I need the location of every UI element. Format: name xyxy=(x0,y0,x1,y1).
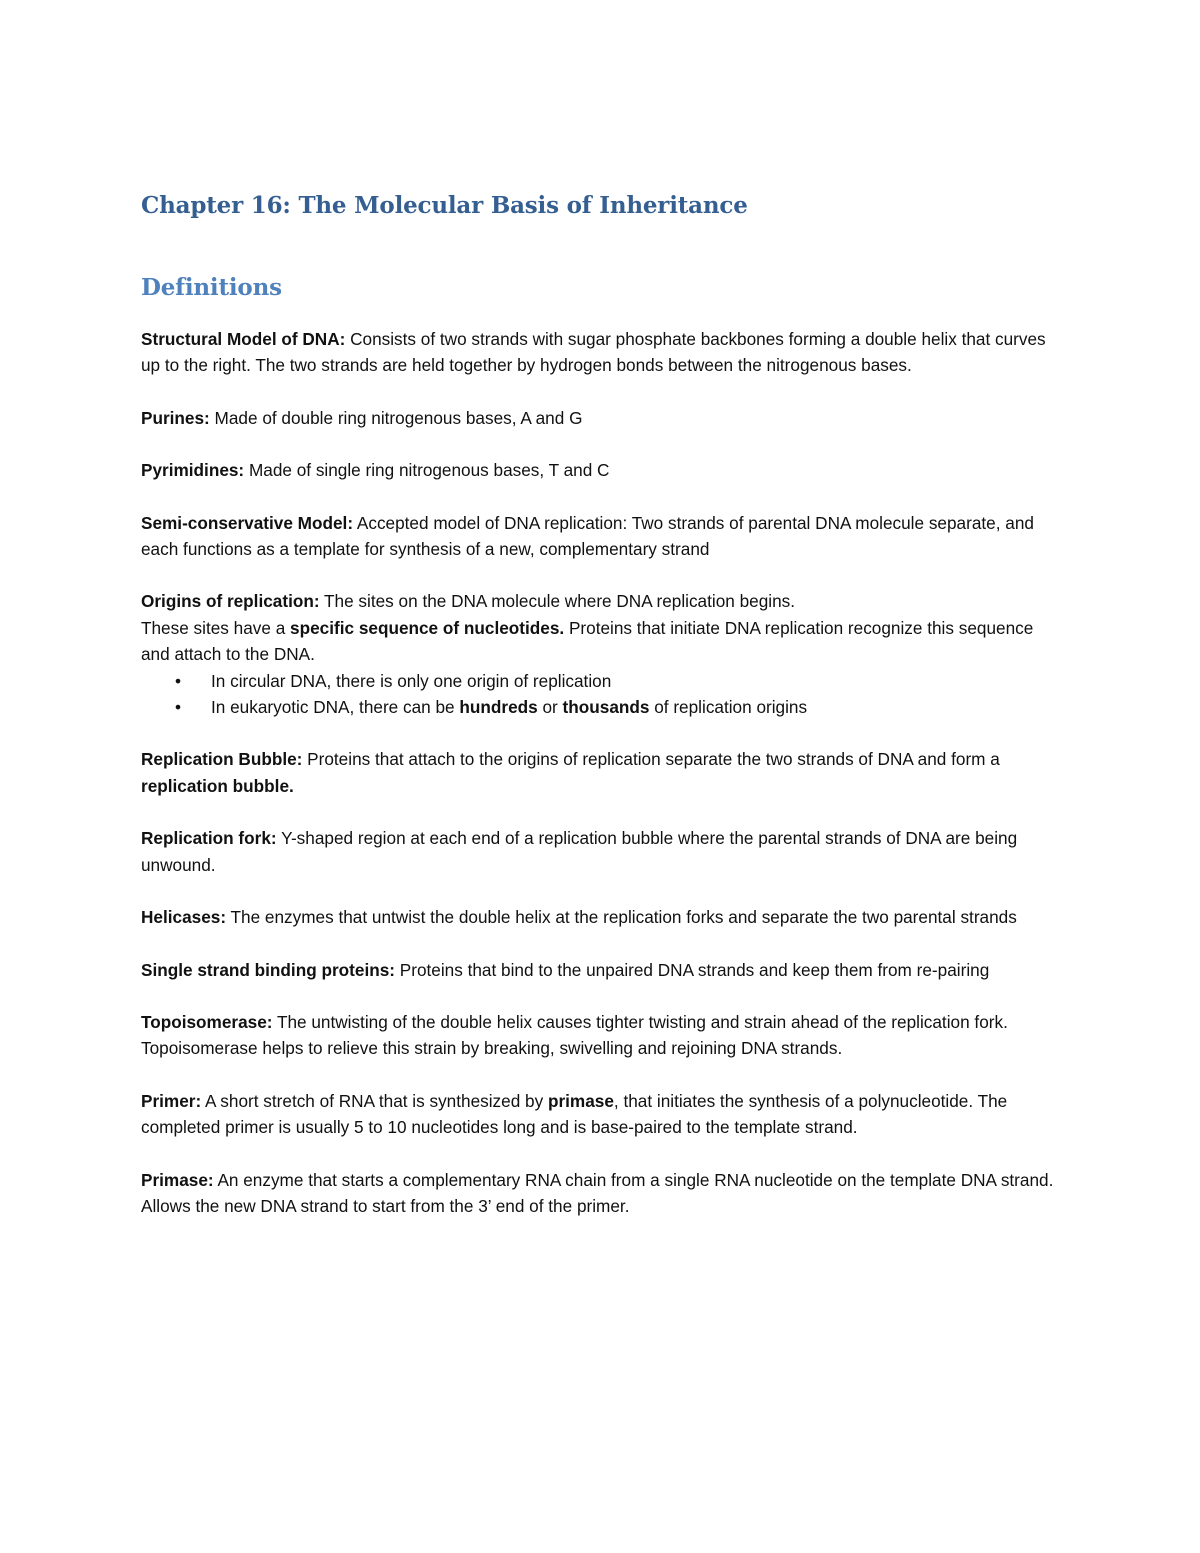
definition-helicases xyxy=(141,904,1066,930)
origins-bullet-list xyxy=(141,668,1066,721)
definition-term: Replication Bubble: xyxy=(141,749,303,770)
definition-structural-model xyxy=(141,326,1066,379)
definition-term: Single strand binding proteins: xyxy=(141,959,395,980)
definition-text: Made of double ring nitrogenous bases, A and G xyxy=(209,407,583,428)
bullet-item xyxy=(141,668,1066,694)
emphasis-text: specific sequence of nucleotides. xyxy=(290,617,565,638)
definition-line xyxy=(141,615,1066,668)
emphasis-text: hundreds xyxy=(459,697,538,718)
definition-primase xyxy=(141,1167,1066,1220)
definition-text: A short stretch of RNA that is synthesized by xyxy=(201,1090,548,1111)
bullet-text: In eukaryotic DNA, there can be xyxy=(211,697,460,718)
definition-text: , that initiates the synthesis of a polynucleotide. The completed primer is usually 5 to 10 nucleotides long and is base-paired to the template strand. xyxy=(141,1090,1008,1138)
bullet-text: of replication origins xyxy=(649,697,808,718)
definition-line xyxy=(141,588,1066,614)
definition-text: The untwisting of the double helix causes tighter twisting and strain ahead of the replication fork. Topoisomerase helps to relieve this strain by breaking, swivelling and rejoining DNA strands. xyxy=(141,1011,1008,1059)
definition-text: Y-shaped region at each end of a replication bubble where the parental strands of DNA are being unwound. xyxy=(141,828,1018,875)
definition-term: Primer: xyxy=(141,1090,202,1111)
emphasis-text: replication bubble. xyxy=(141,775,294,796)
definition-term: Purines: xyxy=(141,407,210,428)
definition-text: Accepted model of DNA replication: Two strands of parental DNA molecule separate, and each functions as a template for synthesis of a new, complementary strand xyxy=(141,512,1034,560)
definition-term: Origins of replication: xyxy=(141,591,320,612)
definition-term: Replication fork: xyxy=(141,828,277,849)
bullet-icon: • xyxy=(175,670,182,691)
bullet-item xyxy=(141,694,1066,720)
definition-origins-of-replication xyxy=(141,588,1066,720)
definition-term: Helicases: xyxy=(141,907,227,928)
emphasis-text: thousands xyxy=(562,697,650,718)
definition-term: Structural Model of DNA: xyxy=(141,329,346,349)
definition-term: Topoisomerase: xyxy=(141,1011,273,1032)
definition-term: Pyrimidines: xyxy=(141,460,245,481)
definition-replication-fork xyxy=(141,825,1066,878)
definition-text: The sites on the DNA molecule where DNA replication begins. xyxy=(319,591,796,612)
definitions-list xyxy=(141,326,1066,1219)
definition-text: Made of single ring nitrogenous bases, T and C xyxy=(244,460,610,481)
bullet-text: In circular DNA, there is only one origin of replication xyxy=(211,670,612,691)
definition-pyrimidines xyxy=(141,457,1066,483)
definition-text: Consists of two strands with sugar phosphate backbones forming a double helix that curves up to the right. The two strands are held together by hydrogen bonds between the nitrogenous bases. xyxy=(141,329,1046,376)
definition-text: Proteins that bind to the unpaired DNA strands and keep them from re-pairing xyxy=(395,959,990,980)
definition-text: An enzyme that starts a complementary RNA chain from a single RNA nucleotide on the template DNA strand. Allows the new DNA strand to start from the 3’ end of the primer. xyxy=(141,1169,1054,1216)
definition-semi-conservative xyxy=(141,510,1066,563)
definition-text: Proteins that attach to the origins of replication separate the two strands of DNA and form a xyxy=(302,749,1000,770)
definition-ssb-proteins xyxy=(141,957,1066,983)
definition-text: Proteins that initiate DNA replication recognize this sequence and attach to the DNA. xyxy=(141,617,1034,665)
section-title: Definitions xyxy=(141,274,282,301)
chapter-title: Chapter 16: The Molecular Basis of Inheritance xyxy=(141,192,748,219)
emphasis-text: primase xyxy=(547,1090,614,1111)
bullet-text: or xyxy=(537,697,563,718)
definition-term: Primase: xyxy=(141,1169,214,1190)
definition-topoisomerase xyxy=(141,1009,1066,1062)
definition-primer xyxy=(141,1088,1066,1141)
definition-replication-bubble xyxy=(141,746,1066,799)
definition-text: These sites have a xyxy=(141,617,291,638)
bullet-icon: • xyxy=(175,697,182,718)
definition-text: The enzymes that untwist the double helix at the replication forks and separate the two parental strands xyxy=(226,907,1017,928)
definition-purines xyxy=(141,405,1066,431)
definition-term: Semi-conservative Model: xyxy=(141,512,354,533)
document-page xyxy=(141,188,1066,1245)
